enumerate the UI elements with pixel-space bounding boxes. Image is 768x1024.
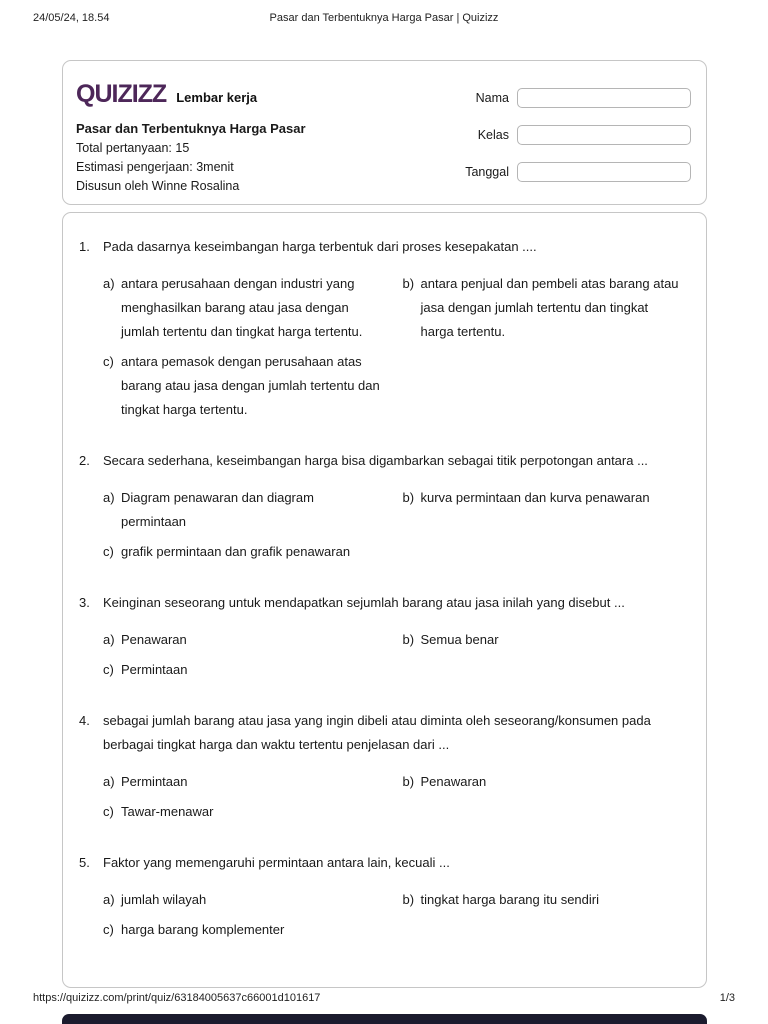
option-b <box>403 888 691 912</box>
question-1-options <box>103 272 690 422</box>
student-fields <box>451 79 691 190</box>
kelas-input[interactable] <box>517 125 691 145</box>
question-2 <box>79 449 690 564</box>
print-footer-url: https://quizizz.com/print/quiz/63184005637c66001d101617 <box>33 992 321 1004</box>
questions-card <box>62 212 707 988</box>
question-1-head <box>79 235 690 259</box>
option-a <box>103 272 391 344</box>
option-text: grafik permintaan dan grafik penawaran <box>121 544 351 559</box>
kelas-label: Kelas <box>477 128 509 142</box>
option-letter: a) <box>103 276 115 291</box>
option-letter: a) <box>103 892 115 907</box>
option-text: Diagram penawaran dan diagram permintaan <box>121 490 314 529</box>
option-letter: a) <box>103 632 115 647</box>
option-text: antara perusahaan dengan industri yang menghasilkan barang atau jasa dengan jumlah tertentu dan tingkat harga tertentu. <box>121 276 363 339</box>
question-3-head <box>79 591 690 615</box>
option-letter: c) <box>103 544 114 559</box>
field-row-tanggal <box>451 162 691 182</box>
option-text: harga barang komplementer <box>121 922 285 937</box>
option-letter: b) <box>402 892 415 907</box>
option-text: tingkat harga barang itu sendiri <box>420 892 600 907</box>
worksheet-info <box>76 79 451 193</box>
option-text: Permintaan <box>121 662 188 677</box>
quiz-title: Pasar dan Terbentuknya Harga Pasar <box>76 121 306 136</box>
worksheet-type-label: Lembar kerja <box>176 90 258 105</box>
option-c <box>103 350 391 422</box>
next-page-peek-bar <box>62 1014 707 1024</box>
question-3 <box>79 591 690 682</box>
question-text: sebagai jumlah barang atau jasa yang ingin dibeli atau diminta oleh seseorang/konsumen pada berbagai tingkat harga dan waktu tertentu penjelasan dari ... <box>103 713 651 752</box>
option-letter: b) <box>402 276 415 291</box>
field-row-nama <box>451 88 691 108</box>
option-text: Penawaran <box>420 774 487 789</box>
option-letter: b) <box>402 774 415 789</box>
question-4 <box>79 709 690 824</box>
option-letter: a) <box>103 774 115 789</box>
option-c <box>103 540 391 564</box>
question-number: 5. <box>79 855 90 870</box>
option-text: Permintaan <box>121 774 188 789</box>
option-a <box>103 770 391 794</box>
question-text: Secara sederhana, keseimbangan harga bisa digambarkan sebagai titik perpotongan antara ... <box>103 453 648 468</box>
logo-row <box>76 81 451 107</box>
estimated-time-label: Estimasi pengerjaan: 3menit <box>76 160 234 174</box>
option-c <box>103 800 391 824</box>
nama-input[interactable] <box>517 88 691 108</box>
option-letter: b) <box>402 490 415 505</box>
option-b <box>403 272 691 344</box>
option-c <box>103 918 391 942</box>
question-number: 3. <box>79 595 90 610</box>
question-1 <box>79 235 690 422</box>
question-2-options <box>103 486 690 564</box>
option-text: Semua benar <box>420 632 499 647</box>
option-letter: b) <box>402 632 415 647</box>
question-text: Pada dasarnya keseimbangan harga terbentuk dari proses kesepakatan .... <box>103 239 537 254</box>
question-number: 1. <box>79 239 90 254</box>
total-questions-label: Total pertanyaan: 15 <box>76 141 190 155</box>
worksheet-header-card <box>62 60 707 205</box>
nama-label: Nama <box>475 91 509 105</box>
question-2-head <box>79 449 690 473</box>
question-5-options <box>103 888 690 942</box>
page-indicator: 1/3 <box>719 992 735 1004</box>
option-text: Tawar-menawar <box>121 804 214 819</box>
question-number: 2. <box>79 453 90 468</box>
option-b <box>403 486 691 534</box>
author-label: Disusun oleh Winne Rosalina <box>76 179 240 193</box>
question-5 <box>79 851 690 942</box>
print-timestamp: 24/05/24, 18.54 <box>33 12 110 24</box>
option-text: antara penjual dan pembeli atas barang atau jasa dengan jumlah tertentu dan tingkat harga tertentu. <box>420 276 679 339</box>
question-4-head <box>79 709 690 757</box>
option-letter: a) <box>103 490 115 505</box>
option-text: Penawaran <box>121 632 187 647</box>
option-letter: c) <box>103 922 114 937</box>
option-c <box>103 658 391 682</box>
option-letter: c) <box>103 354 114 369</box>
tanggal-label: Tanggal <box>465 165 509 179</box>
question-4-options <box>103 770 690 824</box>
option-letter: c) <box>103 804 114 819</box>
print-document-title: Pasar dan Terbentuknya Harga Pasar | Quizizz <box>269 12 499 24</box>
option-letter: c) <box>103 662 114 677</box>
question-number: 4. <box>79 713 90 728</box>
option-text: kurva permintaan dan kurva penawaran <box>420 490 650 505</box>
question-text: Keinginan seseorang untuk mendapatkan sejumlah barang atau jasa inilah yang disebut ... <box>103 595 625 610</box>
tanggal-input[interactable] <box>517 162 691 182</box>
option-a <box>103 628 391 652</box>
option-a <box>103 486 391 534</box>
option-b <box>403 628 691 652</box>
option-text: antara pemasok dengan perusahaan atas barang atau jasa dengan jumlah tertentu dan tingkat harga tertentu. <box>121 354 380 417</box>
option-b <box>403 770 691 794</box>
option-a <box>103 888 391 912</box>
print-header <box>33 12 735 28</box>
option-text: jumlah wilayah <box>121 892 207 907</box>
question-5-head <box>79 851 690 875</box>
question-text: Faktor yang memengaruhi permintaan antara lain, kecuali ... <box>103 855 450 870</box>
question-3-options <box>103 628 690 682</box>
quizizz-logo: QUIZIZZ <box>76 80 167 108</box>
field-row-kelas <box>451 125 691 145</box>
